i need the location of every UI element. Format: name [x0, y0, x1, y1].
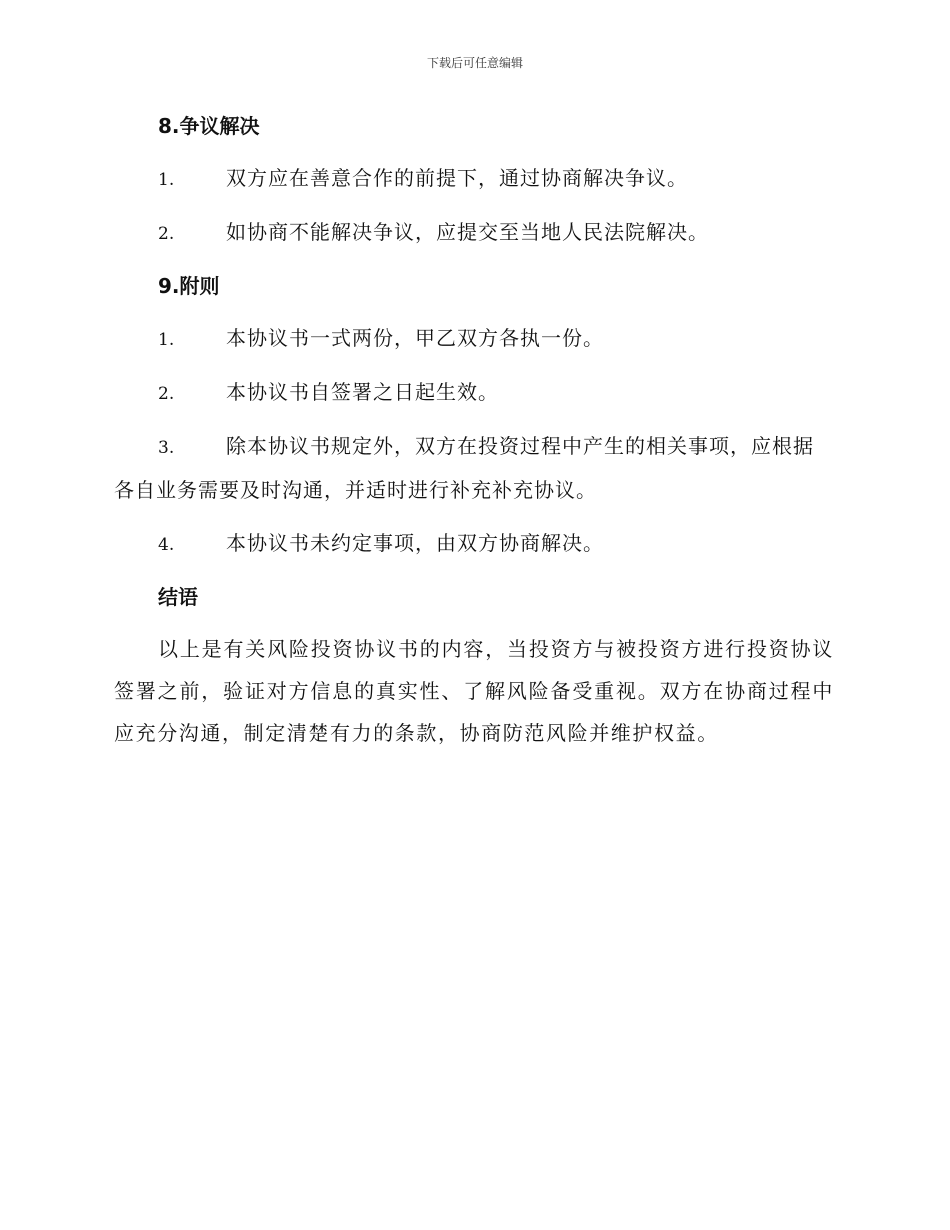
item-text: 本协议书自签署之日起生效。 [226, 380, 499, 404]
item-number: 1. [158, 330, 175, 350]
list-item [114, 527, 834, 561]
item-text: 本协议书一式两份，甲乙双方各执一份。 [226, 326, 604, 350]
conclusion-paragraph: 以上是有关风险投资协议书的内容，当投资方与被投资方进行投资协议签署之前，验证对方信息的真实性、了解风险备受重视。双方在协商过程中应充分沟通，制定清楚有力的条款，协商防范风险并维护权益。 [114, 637, 834, 745]
item-text: 如协商不能解决争议，应提交至当地人民法院解决。 [226, 220, 709, 244]
item-number: 2. [158, 224, 175, 244]
page-header: 下载后可任意编辑 [426, 56, 523, 70]
section-heading-appendix: 9.附则 [158, 274, 220, 298]
list-item [114, 425, 834, 511]
item-text: 除本协议书规定外，双方在投资过程中产生的相关事项，应根据各自业务需要及时沟通，并适时进行补充补充协议。 [114, 434, 814, 502]
item-text: 双方应在善意合作的前提下，通过协商解决争议。 [226, 166, 688, 190]
list-item [114, 162, 834, 196]
list-item [114, 322, 834, 356]
item-text: 本协议书未约定事项，由双方协商解决。 [226, 531, 604, 555]
section-heading-conclusion: 结语 [158, 585, 198, 609]
section-heading-dispute: 8.争议解决 [158, 114, 260, 138]
item-number: 2. [158, 384, 175, 404]
item-number: 3. [158, 438, 175, 458]
list-item [114, 216, 834, 250]
list-item [114, 376, 834, 410]
document-body [114, 110, 834, 754]
item-number: 4. [158, 535, 175, 555]
item-number: 1. [158, 170, 175, 190]
